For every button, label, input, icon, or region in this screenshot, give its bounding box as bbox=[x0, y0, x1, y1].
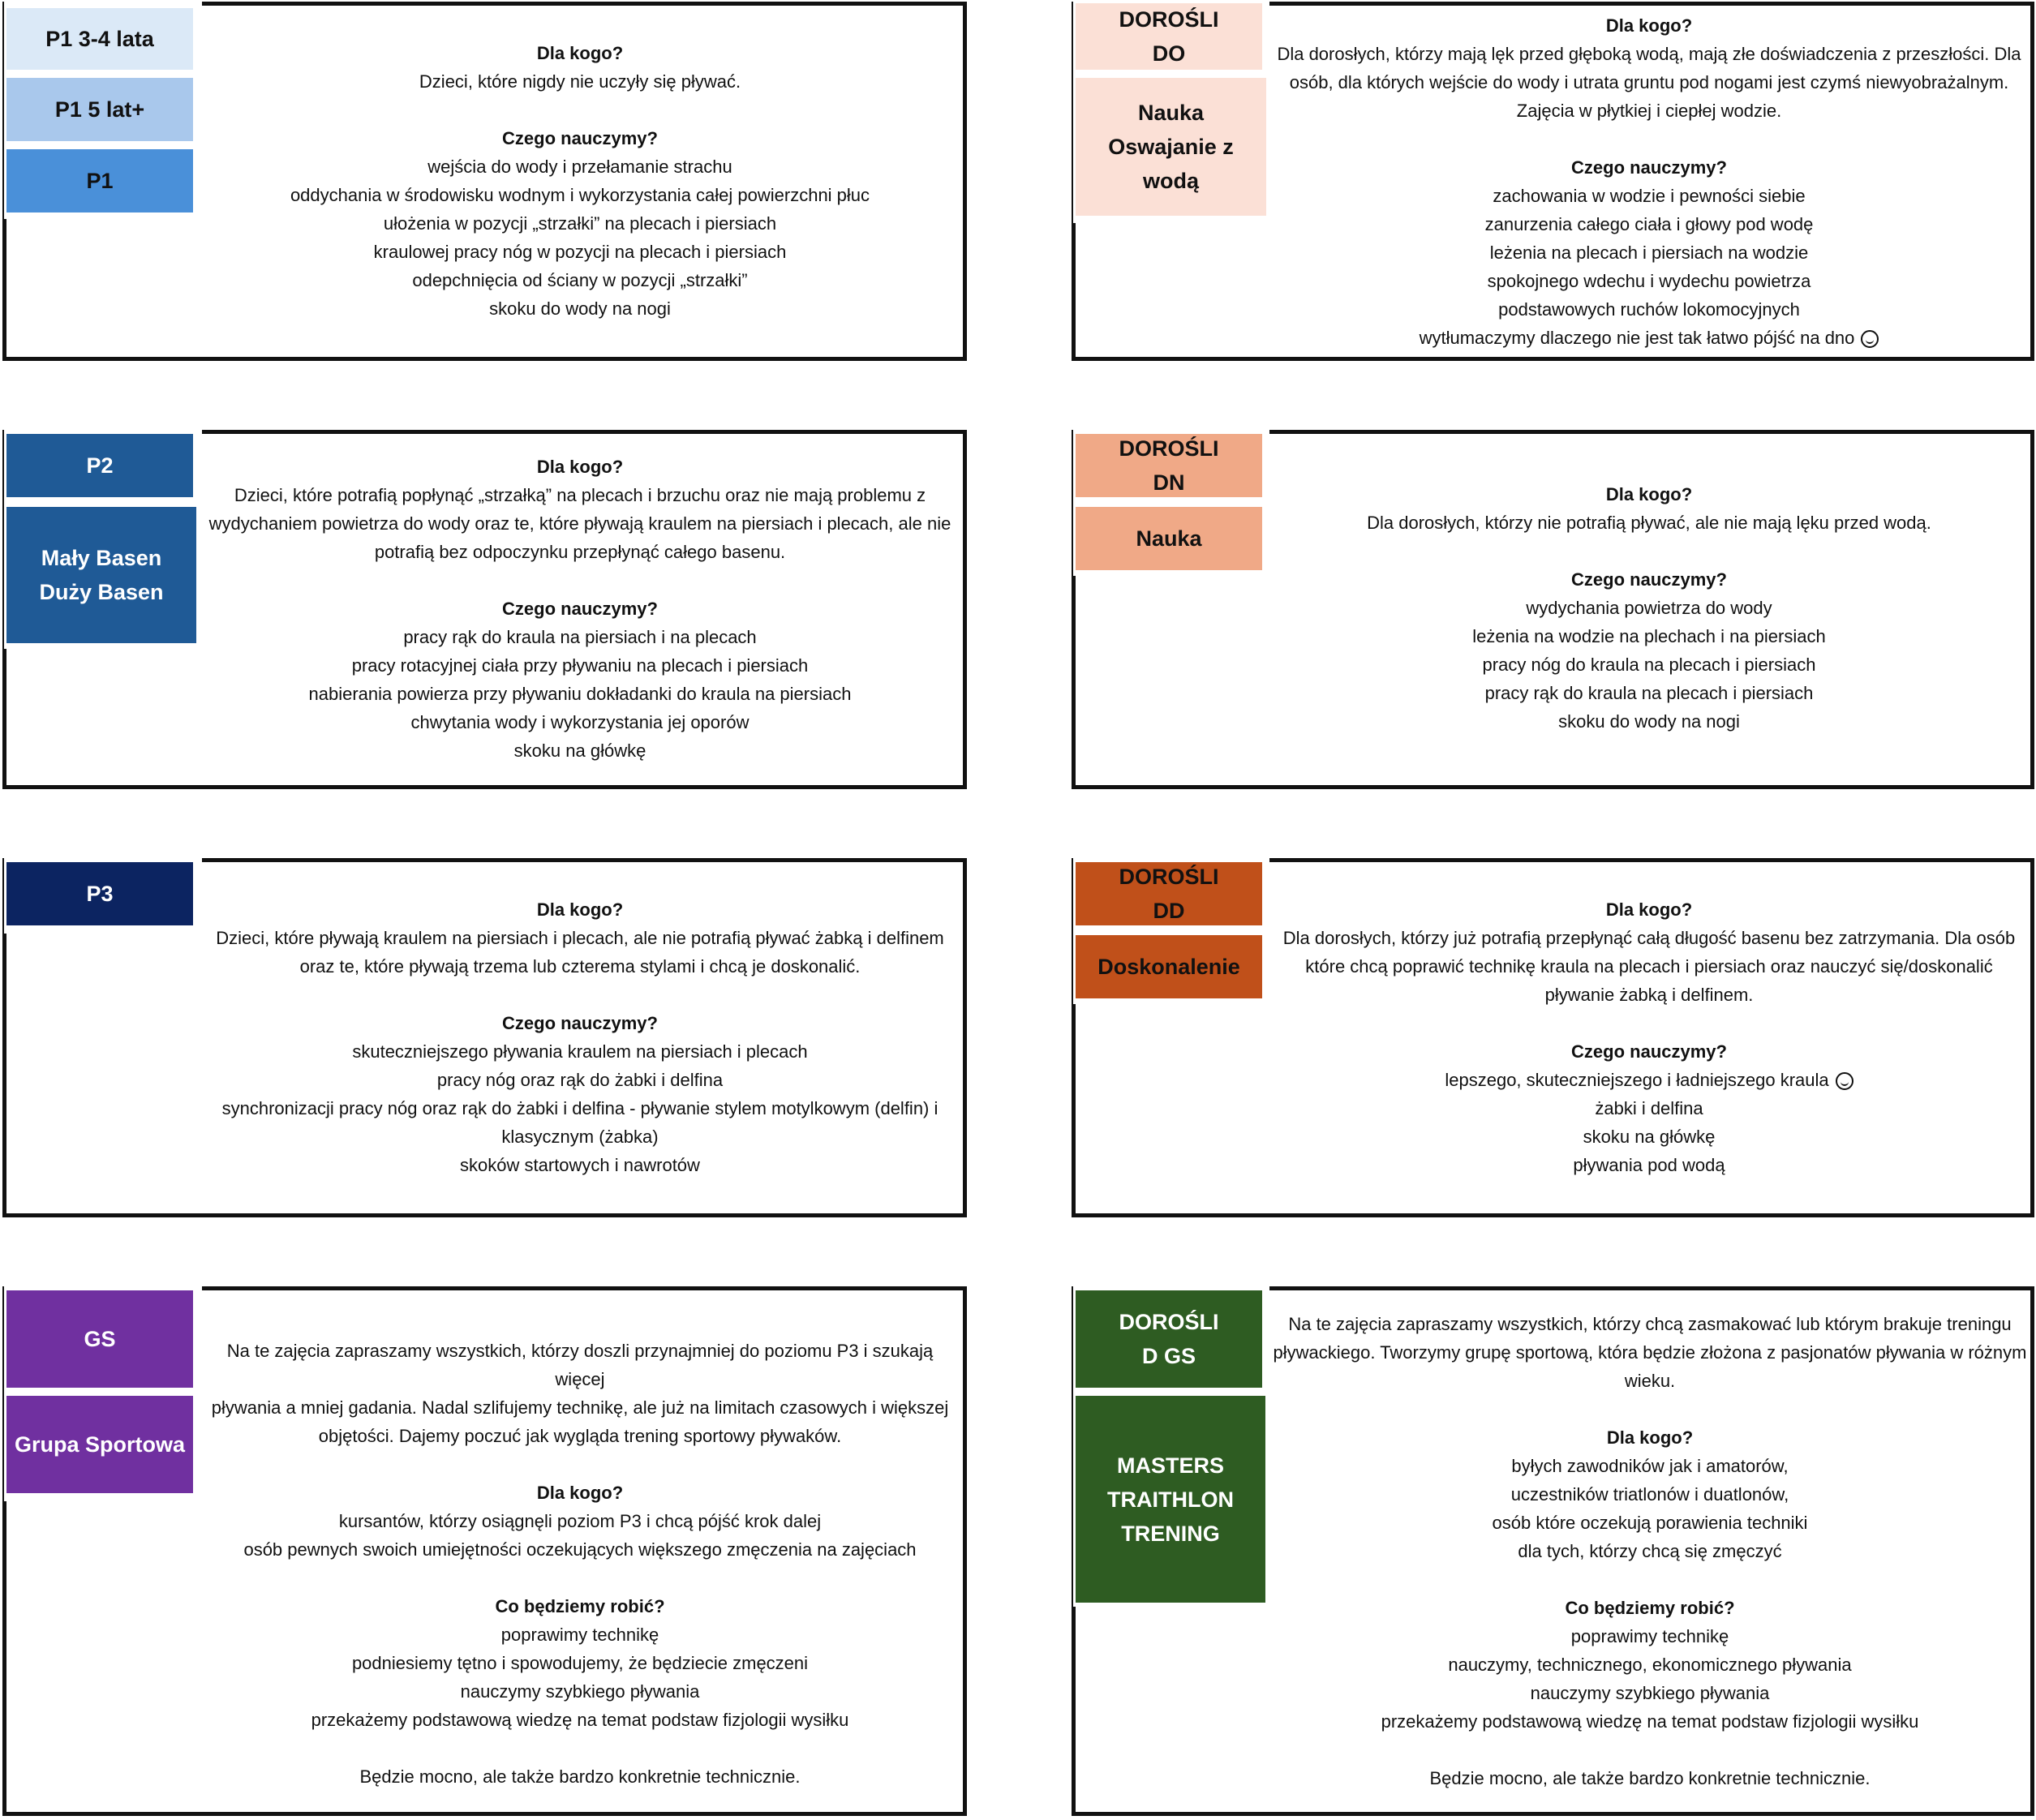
line-text: poprawimy technikę bbox=[1570, 1626, 1729, 1646]
text-do bbox=[1272, 11, 2026, 352]
line-text: osób które oczekują porawienia techniki bbox=[1492, 1513, 1808, 1533]
text-gs bbox=[203, 1337, 957, 1791]
line-text: pracy rąk do kraula na piersiach i na plecach bbox=[403, 627, 757, 647]
line-text: synchronizacji pracy nóg oraz rąk do żabki i delfina - pływanie stylem motylkowym (delfin) i bbox=[221, 1098, 939, 1118]
spacer bbox=[203, 1450, 957, 1479]
tag-do: DOROŚLI DO bbox=[1076, 3, 1262, 70]
text-line bbox=[1272, 924, 2026, 952]
text-line bbox=[203, 1122, 957, 1151]
line-text: zanurzenia całego ciała i głowy pod wodę bbox=[1484, 214, 1814, 234]
line-text: nauczymy, technicznego, ekonomicznego pływania bbox=[1448, 1655, 1852, 1675]
text-line bbox=[203, 1151, 957, 1179]
text-line bbox=[203, 1507, 957, 1535]
line-text: Co będziemy robić? bbox=[1565, 1598, 1735, 1618]
spacer bbox=[1272, 537, 2026, 565]
tag-p3: P3 bbox=[6, 862, 193, 925]
text-line bbox=[1272, 650, 2026, 679]
text-line bbox=[1272, 1452, 2028, 1480]
text-line bbox=[1272, 295, 2026, 324]
line-text: pływanie żabką i delfinem. bbox=[1544, 985, 1754, 1005]
text-line bbox=[1272, 324, 2026, 352]
text-line bbox=[203, 952, 957, 981]
spacer bbox=[203, 981, 957, 1009]
text-line bbox=[1272, 1764, 2028, 1792]
tag-dgs-masters: MASTERS TRAITHLON TRENING bbox=[1076, 1396, 1265, 1603]
spacer bbox=[203, 96, 957, 124]
text-line bbox=[1272, 622, 2026, 650]
spacer bbox=[1272, 125, 2026, 153]
section-heading bbox=[1272, 11, 2026, 40]
text-line bbox=[1272, 1310, 2028, 1338]
text-line bbox=[1272, 267, 2026, 295]
line-text: Dla kogo? bbox=[536, 457, 624, 477]
line-text: Będzie mocno, ale także bardzo konkretnie technicznie. bbox=[1429, 1768, 1871, 1788]
line-text: skoku do wody na nogi bbox=[1558, 711, 1740, 732]
tag-p2-basen: Mały Basen Duży Basen bbox=[6, 507, 196, 643]
spacer bbox=[203, 566, 957, 595]
section-heading bbox=[203, 124, 957, 152]
line-text: ułożenia w pozycji „strzałki” na plecach i piersiach bbox=[383, 213, 777, 234]
text-line bbox=[1272, 1066, 2026, 1094]
line-text: osób pewnych swoich umiejętności oczekujących większego zmęczenia na zajęciach bbox=[243, 1539, 917, 1560]
line-text: pływania pod wodą bbox=[1573, 1155, 1725, 1175]
text-line bbox=[1272, 210, 2026, 238]
line-text: oraz te, które pływają trzema lub czterema stylami i chcą je doskonalić. bbox=[299, 956, 861, 977]
text-line bbox=[1272, 952, 2026, 981]
text-line bbox=[203, 238, 957, 266]
section-heading bbox=[1272, 1423, 2028, 1452]
text-line bbox=[203, 1037, 957, 1066]
tag-dn-nauka: Nauka bbox=[1076, 507, 1262, 570]
line-text: Dla kogo? bbox=[536, 43, 624, 63]
line-text: Dla dorosłych, którzy nie potrafią pływać, ale nie mają lęku przed wodą. bbox=[1367, 513, 1931, 533]
tag-gs: GS bbox=[6, 1290, 193, 1388]
text-line bbox=[1272, 707, 2026, 736]
text-line bbox=[203, 1094, 957, 1122]
line-text: uczestników triatlonów i duatlonów, bbox=[1510, 1484, 1789, 1505]
text-line bbox=[1272, 1122, 2026, 1151]
text-line bbox=[203, 509, 957, 538]
line-text: skuteczniejszego pływania kraulem na piersiach i plecach bbox=[352, 1041, 808, 1062]
line-text: Dla kogo? bbox=[1605, 15, 1693, 36]
line-text: leżenia na plecach i piersiach na wodzie bbox=[1489, 243, 1809, 263]
spacer bbox=[203, 1564, 957, 1592]
spacer bbox=[1272, 1565, 2028, 1594]
section-heading bbox=[203, 895, 957, 924]
line-text: chwytania wody i wykorzystania jej oporów bbox=[410, 712, 750, 732]
section-heading bbox=[1272, 895, 2026, 924]
smiley-icon bbox=[1836, 1072, 1853, 1090]
text-line bbox=[1272, 1509, 2028, 1537]
line-text: osób, dla których wejście do wody i utrata gruntu pod nogami jest czymś niewyobrażalnym. bbox=[1289, 72, 2009, 92]
line-text: Dla kogo? bbox=[1606, 1427, 1694, 1448]
line-text: Dla kogo? bbox=[536, 1483, 624, 1503]
line-text: pływackiego. Tworzymy grupę sportową, która będzie złożona z pasjonatów pływania w różnym bbox=[1273, 1342, 2027, 1363]
text-line bbox=[203, 67, 957, 96]
spacer bbox=[1272, 1736, 2028, 1764]
line-text: Dla kogo? bbox=[1605, 899, 1693, 920]
text-line bbox=[1272, 238, 2026, 267]
line-text: nabierania powierza przy pływaniu dokładanki do kraula na piersiach bbox=[308, 684, 852, 704]
tag-dn: DOROŚLI DN bbox=[1076, 434, 1262, 497]
line-text: pracy rotacyjnej ciała przy pływaniu na plecach i piersiach bbox=[351, 655, 809, 676]
line-text: żabki i delfina bbox=[1595, 1098, 1703, 1118]
line-text: Dla dorosłych, którzy już potrafią przepłynąć całą długość basenu bez zatrzymania. Dla osób bbox=[1282, 928, 2016, 948]
line-text: Będzie mocno, ale także bardzo konkretnie technicznie. bbox=[359, 1766, 801, 1787]
line-text: Czego nauczymy? bbox=[502, 128, 658, 148]
line-text: wydychania powietrza do wody bbox=[1526, 598, 1772, 618]
spacer bbox=[203, 1734, 957, 1762]
text-dn bbox=[1272, 480, 2026, 736]
line-text: Czego nauczymy? bbox=[1571, 157, 1727, 178]
text-line bbox=[1272, 1367, 2028, 1395]
section-heading bbox=[1272, 1037, 2026, 1066]
section-heading bbox=[1272, 1594, 2028, 1622]
text-line bbox=[203, 1649, 957, 1677]
text-p1 bbox=[203, 39, 957, 323]
line-text: pracy rąk do kraula na plecach i piersiach bbox=[1484, 683, 1814, 703]
tag-dgs: DOROŚLI D GS bbox=[1076, 1290, 1262, 1388]
text-line bbox=[203, 538, 957, 566]
text-line bbox=[1272, 1707, 2028, 1736]
line-text: Na te zajęcia zapraszamy wszystkich, którzy chcą zasmakować lub którym brakuje treningu bbox=[1288, 1314, 2012, 1334]
line-text: skoku na główkę bbox=[1583, 1127, 1716, 1147]
line-text: Dzieci, które potrafią popłynąć „strzałką” na plecach i brzuchu oraz nie mają problemu z bbox=[234, 485, 926, 505]
text-line bbox=[203, 1535, 957, 1564]
line-text: objętości. Dajemy poczuć jak wygląda trening sportowy pływaków. bbox=[318, 1426, 842, 1446]
line-text: dla tych, którzy chcą się zmęczyć bbox=[1518, 1541, 1782, 1561]
line-text: poprawimy technikę bbox=[500, 1625, 659, 1645]
text-line bbox=[1272, 981, 2026, 1009]
line-text: Dzieci, które nigdy nie uczyły się pływać. bbox=[419, 71, 741, 92]
line-text: pływania a mniej gadania. Nadal szlifujemy technikę, ale już na limitach czasowych i większej bbox=[211, 1397, 949, 1418]
text-line bbox=[203, 736, 957, 765]
section-heading bbox=[1272, 480, 2026, 509]
text-line bbox=[1272, 1338, 2028, 1367]
tag-do-nauka: Nauka Oswajanie z wodą bbox=[1076, 78, 1266, 216]
line-text: Dzieci, które pływają kraulem na piersiach i plecach, ale nie potrafią pływać żabką i delfinem bbox=[216, 928, 944, 948]
text-line bbox=[1272, 1650, 2028, 1679]
line-text: Na te zajęcia zapraszamy wszystkich, którzy doszli przynajmniej do poziomu P3 i szukają więcej bbox=[226, 1341, 934, 1389]
tag-p2: P2 bbox=[6, 434, 193, 497]
text-line bbox=[1272, 1679, 2028, 1707]
line-text: wieku. bbox=[1624, 1371, 1676, 1391]
tag-dd: DOROŚLI DD bbox=[1076, 862, 1262, 925]
line-text: skoku do wody na nogi bbox=[489, 298, 671, 319]
text-line bbox=[203, 680, 957, 708]
line-text: oddychania w środowisku wodnym i wykorzystania całej powierzchni płuc bbox=[290, 185, 870, 205]
smiley-icon bbox=[1861, 330, 1879, 348]
line-text: potrafią bez odpoczynku przepłynąć całego basenu. bbox=[374, 542, 786, 562]
line-text: pracy nóg oraz rąk do żabki i delfina bbox=[436, 1070, 724, 1090]
line-text: klasycznym (żabka) bbox=[501, 1127, 659, 1147]
text-line bbox=[1272, 40, 2026, 68]
tag-p1: P1 bbox=[6, 149, 193, 212]
line-text: Dla kogo? bbox=[1605, 484, 1693, 504]
tag-dd-doskonalenie: Doskonalenie bbox=[1076, 935, 1262, 998]
text-line bbox=[1272, 68, 2026, 97]
text-line bbox=[203, 294, 957, 323]
text-p3 bbox=[203, 895, 957, 1179]
text-p2 bbox=[203, 453, 957, 765]
line-text: byłych zawodników jak i amatorów, bbox=[1511, 1456, 1789, 1476]
line-text: Czego nauczymy? bbox=[502, 1013, 658, 1033]
line-text: kursantów, którzy osiągnęli poziom P3 i chcą pójść krok dalej bbox=[338, 1511, 822, 1531]
line-text: nauczymy szybkiego pływania bbox=[460, 1681, 700, 1702]
text-line bbox=[1272, 1537, 2028, 1565]
section-heading bbox=[1272, 565, 2026, 594]
line-text: nauczymy szybkiego pływania bbox=[1530, 1683, 1770, 1703]
text-line bbox=[1272, 1094, 2026, 1122]
text-line bbox=[203, 152, 957, 181]
section-heading bbox=[203, 453, 957, 481]
text-line bbox=[203, 266, 957, 294]
section-heading bbox=[1272, 153, 2026, 182]
line-text: podniesiemy tętno i spowodujemy, że będziecie zmęczeni bbox=[351, 1653, 809, 1673]
text-line bbox=[203, 209, 957, 238]
text-line bbox=[203, 481, 957, 509]
line-text: skoku na główkę bbox=[513, 740, 646, 761]
line-text: które chcą poprawić technikę kraula na plecach i piersiach oraz nauczyć się/doskonalić bbox=[1305, 956, 1993, 977]
line-text: wydychaniem powietrza do wody oraz te, które pływają kraulem na piersiach i plecach, ale nie bbox=[208, 513, 951, 534]
text-line bbox=[203, 651, 957, 680]
section-heading bbox=[203, 595, 957, 623]
text-line bbox=[203, 1393, 957, 1422]
line-text: Zajęcia w płytkiej i ciepłej wodzie. bbox=[1516, 101, 1782, 121]
text-line bbox=[203, 1337, 957, 1393]
text-line bbox=[1272, 509, 2026, 537]
section-heading bbox=[203, 1009, 957, 1037]
text-line bbox=[203, 1762, 957, 1791]
text-dgs bbox=[1272, 1310, 2028, 1792]
line-text: skoków startowych i nawrotów bbox=[460, 1155, 700, 1175]
section-heading bbox=[203, 1479, 957, 1507]
line-text: podstawowych ruchów lokomocyjnych bbox=[1498, 299, 1800, 320]
line-text: wytłumaczymy dlaczego nie jest tak łatwo pójść na dno bbox=[1419, 328, 1855, 348]
line-text: Dla kogo? bbox=[536, 899, 624, 920]
line-text: leżenia na wodzie na plechach i na piersiach bbox=[1472, 626, 1826, 646]
text-line bbox=[203, 1677, 957, 1706]
line-text: zachowania w wodzie i pewności siebie bbox=[1493, 186, 1806, 206]
text-line bbox=[203, 623, 957, 651]
tag-p1-5plus: P1 5 lat+ bbox=[6, 78, 193, 141]
text-line bbox=[203, 1620, 957, 1649]
line-text: Czego nauczymy? bbox=[1571, 1041, 1727, 1062]
text-dd bbox=[1272, 895, 2026, 1179]
line-text: Czego nauczymy? bbox=[502, 599, 658, 619]
line-text: przekażemy podstawową wiedzę na temat podstaw fizjologii wysiłku bbox=[1381, 1711, 1919, 1732]
text-line bbox=[1272, 1622, 2028, 1650]
line-text: spokojnego wdechu i wydechu powietrza bbox=[1487, 271, 1811, 291]
section-heading bbox=[203, 39, 957, 67]
text-line bbox=[1272, 1151, 2026, 1179]
text-line bbox=[1272, 182, 2026, 210]
text-line bbox=[1272, 1480, 2028, 1509]
text-line bbox=[1272, 97, 2026, 125]
text-line bbox=[203, 181, 957, 209]
line-text: przekażemy podstawową wiedzę na temat podstaw fizjologii wysiłku bbox=[311, 1710, 849, 1730]
text-line bbox=[203, 1706, 957, 1734]
line-text: odepchnięcia od ściany w pozycji „strzałki” bbox=[412, 270, 748, 290]
spacer bbox=[1272, 1009, 2026, 1037]
line-text: Co będziemy robić? bbox=[495, 1596, 665, 1616]
text-line bbox=[203, 1422, 957, 1450]
text-line bbox=[1272, 679, 2026, 707]
line-text: Dla dorosłych, którzy mają lęk przed głęboką wodą, mają złe doświadczenia z przeszłości. Dla bbox=[1277, 44, 2021, 64]
line-text: pracy nóg do kraula na plecach i piersiach bbox=[1482, 655, 1816, 675]
text-line bbox=[203, 1066, 957, 1094]
text-line bbox=[203, 708, 957, 736]
section-heading bbox=[203, 1592, 957, 1620]
text-line bbox=[1272, 594, 2026, 622]
text-line bbox=[203, 924, 957, 952]
tag-p1-3-4: P1 3-4 lata bbox=[6, 8, 193, 70]
line-text: kraulowej pracy nóg w pozycji na plecach i piersiach bbox=[373, 242, 787, 262]
tag-gs-grupa: Grupa Sportowa bbox=[6, 1396, 193, 1493]
spacer bbox=[1272, 1395, 2028, 1423]
line-text: wejścia do wody i przełamanie strachu bbox=[427, 157, 732, 177]
line-text: lepszego, skuteczniejszego i ładniejszego kraula bbox=[1445, 1070, 1829, 1090]
line-text: Czego nauczymy? bbox=[1571, 569, 1727, 590]
